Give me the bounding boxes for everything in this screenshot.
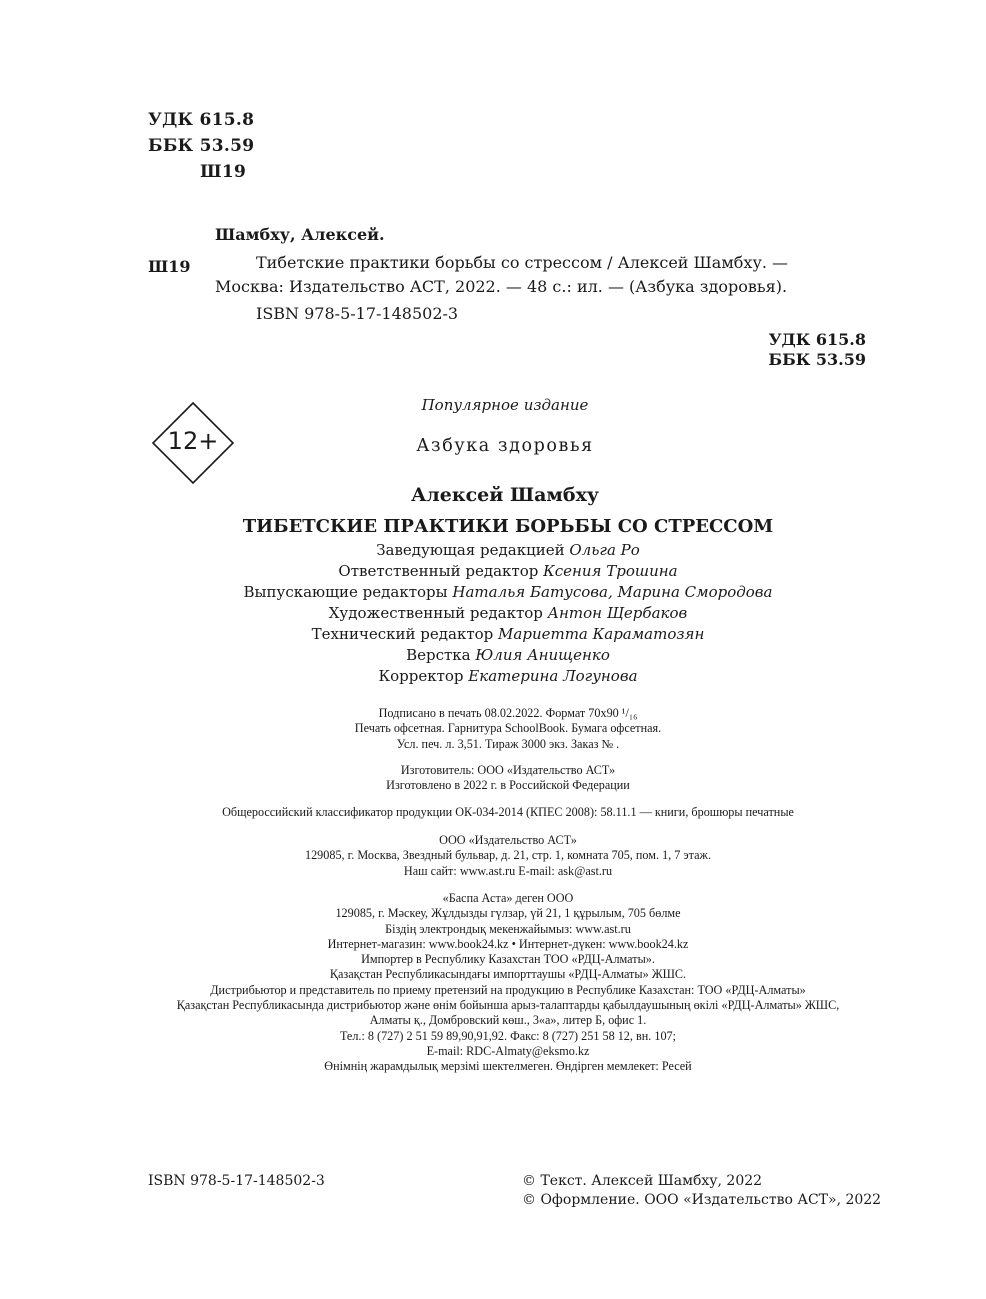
book-author: Алексей Шамбху [410,484,600,506]
credit-role: Ответственный редактор [338,562,539,580]
biblio-udk-right: УДК 615.8 [768,330,866,349]
biblio-line-1: Тибетские практики борьбы со стрессом / Алексей Шамбху. — [256,253,789,272]
author-mark: Ш19 [200,162,247,182]
udk-code: УДК 615.8 [148,110,255,130]
kz-line: Алматы қ., Домбровский көш., 3«а», литер Б, офис 1. [369,1013,647,1028]
copyright-text: © Текст. Алексей Шамбху, 2022 [522,1173,763,1189]
copyright-design: © Оформление. ООО «Издательство АСТ», 2022 [522,1192,882,1208]
kz-line: E-mail: RDC-Almaty@eksmo.kz [426,1043,590,1058]
kz-line: Өнімнің жарамдылық мерзімі шектелмеген. Өндірген мемлекет: Ресей [324,1059,692,1074]
maker-info-line: Изготовитель: ООО «Издательство АСТ» [400,763,616,777]
publisher-line: 129085, г. Москва, Звездный бульвар, д. 21, стр. 1, комната 705, пом. 1, 7 этаж. [304,848,711,863]
publisher-line: ООО «Издательство АСТ» [439,833,577,847]
credit-row [150,666,866,687]
publisher-info [130,833,886,879]
credit-name: Ольга Ро [569,541,640,559]
kz-line: Қазақстан Республикасындағы импорттаушы «РДЦ-Алматы» ЖШС. [329,967,687,982]
footer-isbn: ISBN 978-5-17-148502-3 [148,1173,325,1189]
credit-role: Верстка [406,646,471,664]
print-info-line: Усл. печ. л. 3,51. Тираж 3000 экз. Заказ № . [396,736,620,751]
maker-info [130,763,886,794]
credit-row [150,645,866,666]
credit-role: Выпускающие редакторы [243,583,448,601]
print-info-line: Печать офсетная. Гарнитура SchoolBook. Бумага офсетная. [354,721,662,736]
credit-name: Мариетта Караматозян [498,625,705,643]
kz-line: Импортер в Республику Казахстан ТОО «РДЦ-Алматы». [361,952,655,967]
kz-line: Қазақстан Республикасында дистрибьютор және өнім бойынша арыз-талаптарды қабылдаушының өкілі «РДЦ-Алматы» ЖШС, [176,998,840,1013]
age-rating-badge [152,402,234,484]
credit-name: Юлия Анищенко [475,646,610,664]
credit-row [150,624,866,645]
kz-line: Біздің электрондық мекенжайымыз: www.ast.ru [385,921,631,936]
credit-name: Наталья Батусова, Марина Смородова [452,583,773,601]
kz-line: «Баспа Аста» деген ООО [442,891,574,905]
publisher-line: Наш сайт: www.ast.ru E-mail: ask@ast.ru [403,863,613,878]
credit-role: Корректор [378,667,464,685]
credit-role: Заведующая редакцией [376,541,565,559]
kz-line: 129085, г. Мәскеу, Жұлдызды гүлзар, үй 21, 1 құрылым, 705 бөлме [335,906,681,921]
edition-type: Популярное издание [421,396,589,414]
credit-name: Ксения Трошина [543,562,678,580]
book-title: ТИБЕТСКИЕ ПРАКТИКИ БОРЬБЫ СО СТРЕССОМ [242,516,774,537]
kazakhstan-info [130,891,886,1075]
product-classifier: Общероссийский классификатор продукции ОК-034-2014 (КПЕС 2008): 58.11.1 — книги, брошюры печатные [222,805,794,819]
credits-list [150,540,866,687]
kz-line: Тел.: 8 (727) 2 51 59 89,90,91,92. Факс: 8 (727) 251 58 12, вн. 107; [339,1028,677,1043]
bbk-code: ББК 53.59 [148,136,255,156]
credit-name: Екатерина Логунова [468,667,638,685]
credit-name: Антон Щербаков [547,604,688,622]
credit-role: Технический редактор [311,625,494,643]
maker-info-line: Изготовлено в 2022 г. в Российской Федерации [386,778,630,793]
credit-row [150,540,866,561]
age-rating-text: 12+ [167,427,219,455]
biblio-bbk-right: ББК 53.59 [768,350,866,369]
kz-line: Дистрибьютор и представитель по приему претензий на продукцию в Республике Казахстан: ТОО «РДЦ-Алматы» [210,982,806,997]
biblio-isbn: ISBN 978-5-17-148502-3 [256,304,459,323]
series-name: Азбука здоровья [416,436,594,456]
print-info-line: Подписано в печать 08.02.2022. Формат 70х90 ¹/₁₆ [378,706,638,720]
credit-row [150,603,866,624]
biblio-margin-mark: Ш19 [148,257,191,276]
biblio-heading: Шамбху, Алексей. [215,225,385,244]
credit-role: Художественный редактор [328,604,543,622]
credit-row [150,582,866,603]
kz-line: Интернет-магазин: www.book24.kz • Интернет-дүкен: www.book24.kz [327,936,689,951]
biblio-line-2: Москва: Издательство АСТ, 2022. — 48 с.: ил. — (Азбука здоровья). [215,277,788,296]
print-info [130,706,886,752]
credit-row [150,561,866,582]
